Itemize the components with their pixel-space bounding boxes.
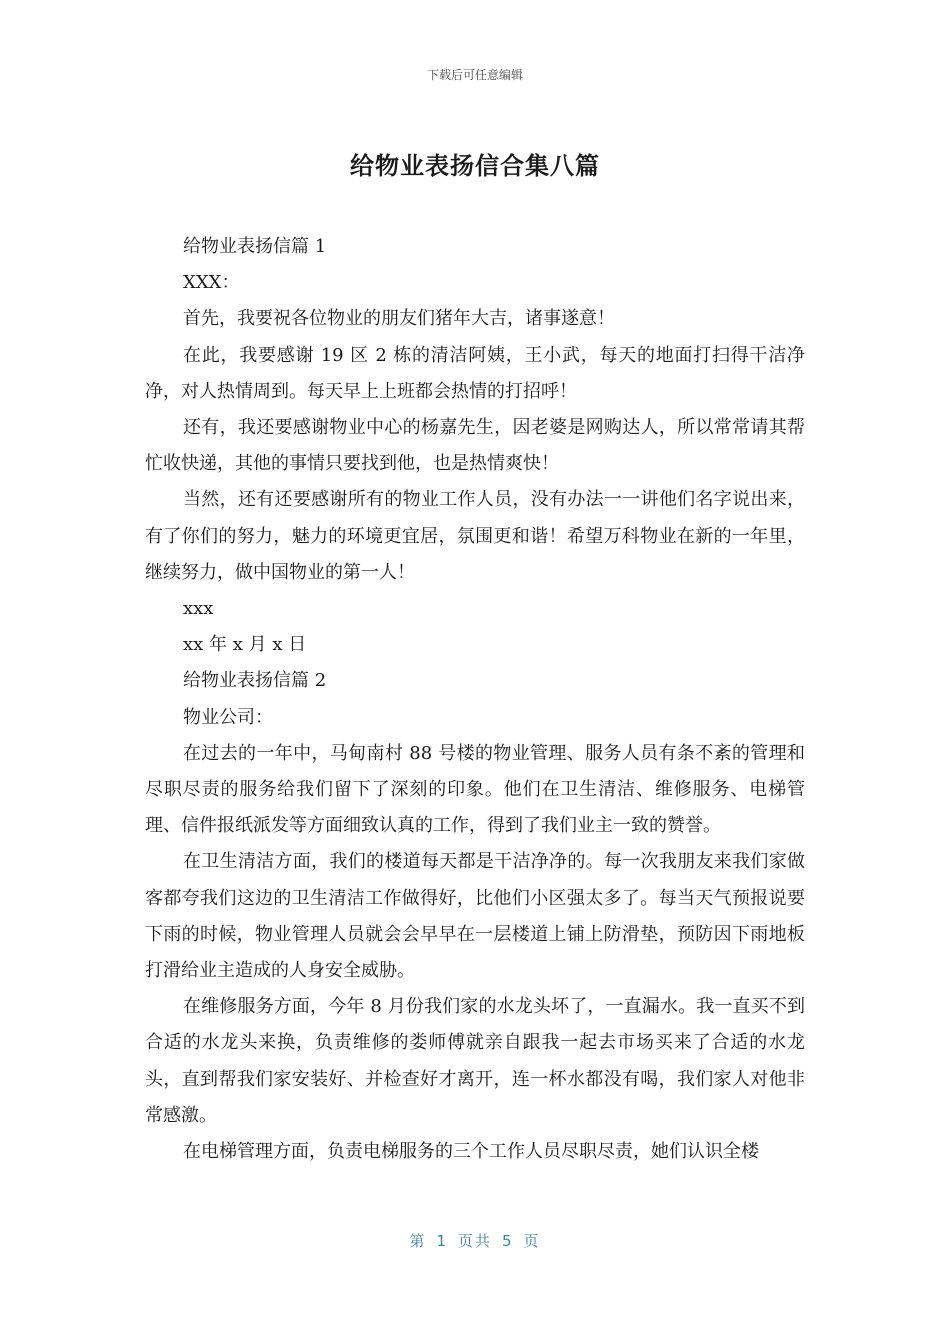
paragraph: 在维修服务方面，今年 8 月份我们家的水龙头坏了，一直漏水。我一直买不到合适的水龙头来换，负责维修的娄师傅就亲自跟我一起去市场买来了合适的水龙头，直到帮我们家安装好、并检查好才离开，连一杯水都没有喝，我们家人对他非常感激。 bbox=[145, 996, 805, 1126]
document-title: 给物业表扬信合集八篇 bbox=[350, 152, 600, 180]
footer-label-of: 页共 bbox=[457, 1232, 492, 1250]
paragraph: 当然，还有还要感谢所有的物业工作人员，没有办法一一讲他们名字说出来，有了你们的努力，魅力的环境更宜居，氛围更和谐！希望万科物业在新的一年里，继续努力，做中国物业的第一人！ bbox=[145, 489, 805, 583]
section-heading-2: 给物业表扬信篇 2 bbox=[183, 670, 327, 692]
paragraph: 还有，我还要感谢物业中心的杨嘉先生，因老婆是网购达人，所以常常请其帮忙收快递，其他的事情只要找到他，也是热情爽快！ bbox=[145, 417, 805, 475]
salutation: 物业公司： bbox=[183, 706, 273, 728]
document-body bbox=[145, 229, 805, 1170]
paragraph: 在过去的一年中，马甸南村 88 号楼的物业管理、服务人员有条不紊的管理和尽职尽责的服务给我们留下了深刻的印象。他们在卫生清洁、维修服务、电梯管理、信件报纸派发等方面细致认真的工作，得到了我们业主一致的赞誉。 bbox=[145, 742, 805, 837]
signature: xxx bbox=[183, 598, 214, 620]
paragraph: 首先，我要祝各位物业的朋友们猪年大吉，诸事遂意！ bbox=[183, 308, 615, 330]
footer-total-pages: 5 bbox=[502, 1232, 514, 1250]
paragraph: 在卫生清洁方面，我们的楼道每天都是干洁净净的。每一次我朋友来我们家做客都夸我们这边的卫生清洁工作做得好，比他们小区强太多了。每当天气预报说要下雨的时候，物业管理人员就会会早早在一层楼道上铺上防滑垫，预防因下雨地板打滑给业主造成的人身安全威胁。 bbox=[145, 851, 805, 982]
page-footer bbox=[0, 1230, 950, 1251]
page-header-note: 下载后可任意编辑 bbox=[426, 68, 523, 82]
date-line: xx 年 x 月 x 日 bbox=[183, 634, 307, 656]
paragraph: 在此，我要感谢 19 区 2 栋的清洁阿姨，王小武，每天的地面打扫得干洁净净，对人热情周到。每天早上上班都会热情的打招呼！ bbox=[145, 344, 805, 402]
footer-current-page: 1 bbox=[436, 1232, 448, 1250]
footer-label-page: 第 bbox=[409, 1232, 427, 1250]
salutation: XXX： bbox=[183, 272, 240, 294]
footer-label-end: 页 bbox=[523, 1232, 541, 1250]
section-heading-1: 给物业表扬信篇 1 bbox=[183, 236, 327, 257]
paragraph: 在电梯管理方面，负责电梯服务的三个工作人员尽职尽责，她们认识全楼 bbox=[183, 1141, 759, 1163]
